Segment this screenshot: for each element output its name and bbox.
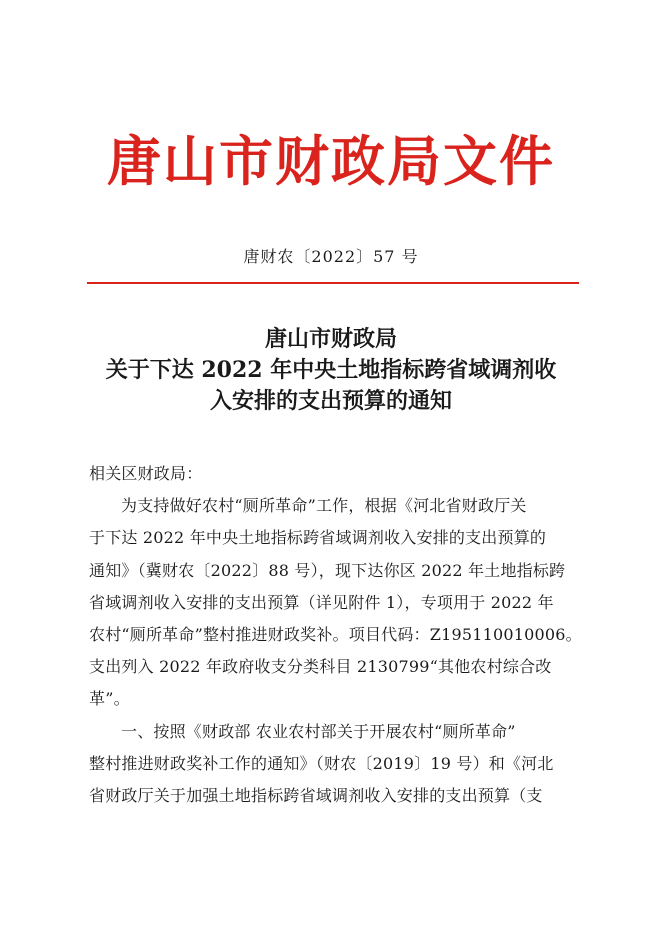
salutation: 相关区财政局： bbox=[89, 464, 203, 483]
paragraph-line: 农村“厕所革命”整村推进财政奖补。项目代码：Z195110010006。 bbox=[89, 624, 582, 644]
paragraph-line: 整村推进财政奖补工作的通知》（财农〔2019〕19 号）和《河北 bbox=[89, 753, 554, 773]
notice-title bbox=[60, 324, 602, 417]
paragraph-line: 一、按照《财政部 农业农村部关于开展农村“厕所革命” bbox=[121, 721, 516, 741]
header-red-rule bbox=[87, 282, 579, 284]
document-number: 唐财农〔2022〕57 号 bbox=[243, 247, 419, 266]
paragraph-line: 于下达 2022 年中央土地指标跨省域调剂收入安排的支出预算的 bbox=[89, 528, 547, 548]
document-header-title: 唐山市财政局文件 bbox=[107, 129, 555, 193]
paragraph-line: 通知》（冀财农〔2022〕88 号），现下达你区 2022 年土地指标跨 bbox=[89, 560, 566, 580]
paragraph-line: 省域调剂收入安排的支出预算（详见附件 1），专项用于 2022 年 bbox=[89, 592, 554, 612]
notice-title-line: 唐山市财政局 bbox=[264, 326, 397, 352]
notice-title-line: 关于下达 2022 年中央土地指标跨省域调剂收 bbox=[105, 357, 557, 383]
paragraph-line: 省财政厅关于加强土地指标跨省域调剂收入安排的支出预算（支 bbox=[89, 785, 543, 805]
paragraph-line: 为支持做好农村“厕所革命”工作，根据《河北省财政厅关 bbox=[121, 496, 527, 516]
paragraph-line: 革”。 bbox=[89, 689, 130, 709]
notice-title-line: 入安排的支出预算的通知 bbox=[209, 388, 452, 414]
notice-body bbox=[89, 458, 589, 812]
paragraph-line: 支出列入 2022 年政府收支分类科目 2130799“其他农村综合改 bbox=[89, 657, 552, 677]
